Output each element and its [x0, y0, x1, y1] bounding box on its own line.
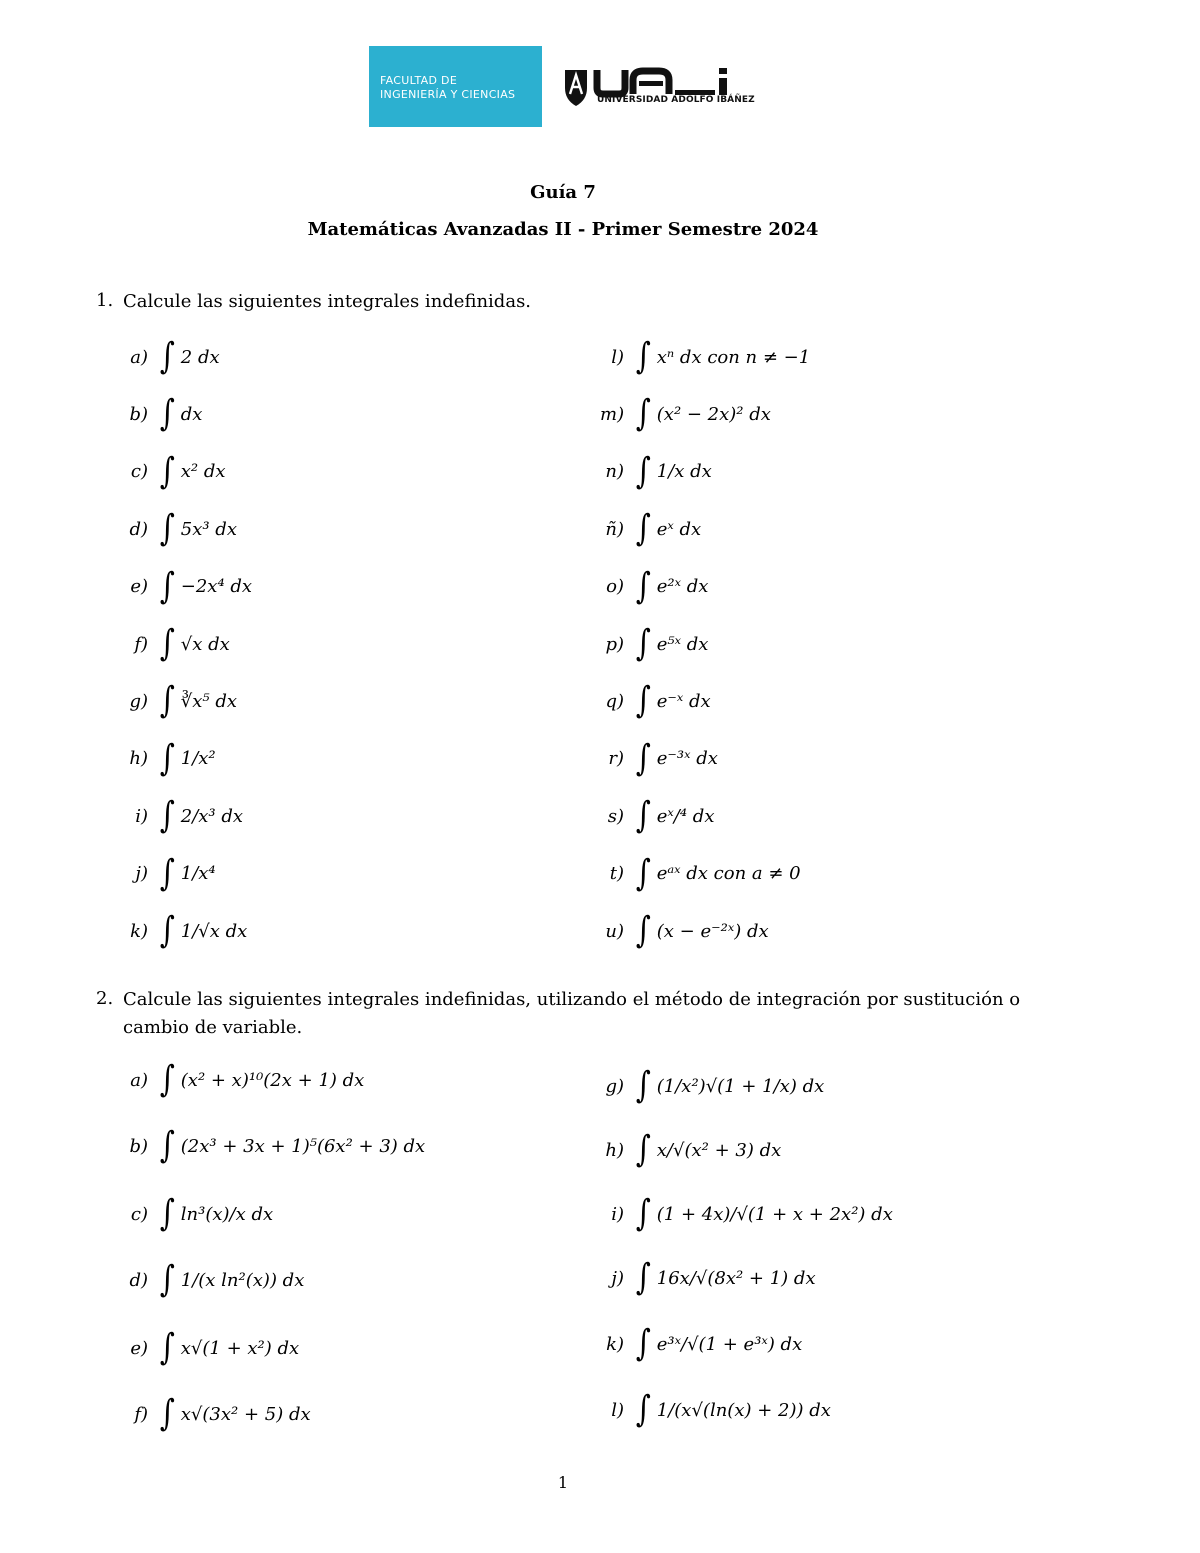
exercise-expression: e⁻ˣ dx: [656, 690, 711, 712]
exercise-expression: e⁻³ˣ dx: [656, 748, 718, 770]
integral-sign: ∫: [635, 393, 651, 435]
integral-sign: ∫: [635, 1323, 651, 1364]
exercise-item: [124, 852, 216, 894]
exercise-item: [600, 680, 711, 722]
integral-sign: ∫: [635, 1129, 651, 1170]
exercise-expression: eˣ/⁴ dx: [656, 805, 715, 827]
exercise-expression: e²ˣ dx: [656, 576, 709, 598]
exercise-label: c): [130, 461, 148, 483]
exercise-expression: x√(3x² + 5) dx: [180, 1403, 311, 1425]
exercise-expression: x√(1 + x²) dx: [180, 1337, 300, 1359]
exercise-expression: 1/x⁴: [180, 863, 216, 885]
exercise-label: f): [134, 633, 148, 655]
exercise-label: n): [605, 461, 624, 483]
exercise-label: k): [606, 1333, 624, 1355]
exercise-item: [124, 393, 203, 435]
exercise-item: [124, 737, 216, 779]
integral-sign: ∫: [159, 1059, 175, 1100]
exercise-item: [600, 393, 771, 435]
exercise-item: [600, 1323, 803, 1364]
exercise-label: b): [129, 403, 148, 425]
exercise-label: l): [611, 346, 624, 368]
exercise-item: [124, 1125, 426, 1166]
doc-subtitle: Matemáticas Avanzadas II - Primer Semestre 2024: [307, 219, 819, 240]
exercise-expression: (1/x²)√(1 + 1/x) dx: [656, 1075, 825, 1097]
integral-sign: ∫: [159, 336, 175, 377]
exercise-expression: 16x/√(8x² + 1) dx: [656, 1267, 816, 1289]
exercise-label: o): [606, 576, 624, 598]
exercise-expression: (x² − 2x)² dx: [656, 403, 771, 425]
doc-title: Guía 7: [530, 182, 596, 203]
integral-sign: ∫: [159, 795, 175, 837]
exercise-expression: eᵃˣ dx con a ≠ 0: [656, 863, 801, 885]
exercise-label: r): [608, 748, 624, 770]
exercise-item: [124, 623, 230, 664]
exercise-expression: 1/(x√(ln(x) + 2)) dx: [656, 1399, 831, 1421]
exercise-item: [124, 1327, 300, 1368]
exercise-label: q): [605, 690, 624, 712]
exercise-expression: 1/√x dx: [180, 920, 248, 942]
integral-sign: ∫: [635, 680, 651, 722]
exercise-item: [600, 565, 709, 607]
integral-sign: ∫: [635, 508, 651, 550]
exercise-item: [600, 1257, 816, 1298]
exercise-label: c): [130, 1203, 148, 1225]
integral-sign: ∫: [159, 1125, 175, 1166]
question-1-number: 1.: [96, 290, 114, 311]
university-name: UNIVERSIDAD ADOLFO IBÁÑEZ: [597, 95, 755, 105]
question-2-number: 2.: [96, 988, 114, 1009]
exercise-item: [600, 336, 811, 377]
exercise-label: ñ): [605, 518, 624, 540]
exercise-item: [600, 450, 712, 492]
exercise-expression: (1 + 4x)/√(1 + x + 2x²) dx: [656, 1203, 893, 1225]
exercise-expression: dx: [180, 403, 203, 425]
exercise-expression: −2x⁴ dx: [180, 576, 253, 598]
integral-sign: ∫: [159, 393, 175, 435]
exercise-label: a): [130, 346, 148, 368]
exercise-expression: x² dx: [180, 461, 226, 483]
exercise-expression: e³ˣ/√(1 + e³ˣ) dx: [656, 1333, 803, 1355]
integral-sign: ∫: [159, 680, 175, 722]
faculty-logo-line2: INGENIERÍA Y CIENCIAS: [380, 88, 516, 101]
integral-sign: ∫: [159, 852, 175, 894]
exercise-item: [124, 1393, 311, 1434]
exercise-item: [124, 910, 248, 951]
exercise-item: [124, 508, 237, 550]
exercise-item: [600, 1129, 782, 1170]
exercise-label: i): [611, 1203, 624, 1225]
integral-sign: ∫: [635, 910, 651, 951]
exercise-expression: ∛x⁵ dx: [180, 690, 237, 712]
integral-sign: ∫: [159, 1193, 175, 1234]
exercise-label: j): [135, 863, 148, 885]
page-number: 1: [557, 1473, 569, 1492]
exercise-item: [124, 336, 220, 377]
exercise-label: h): [129, 748, 148, 770]
exercise-item: [600, 795, 715, 837]
exercise-item: [124, 565, 253, 607]
exercise-item: [124, 680, 237, 722]
exercise-label: d): [129, 1269, 148, 1291]
exercise-label: l): [611, 1399, 624, 1421]
exercise-item: [600, 737, 718, 779]
exercise-label: g): [129, 690, 148, 712]
integral-sign: ∫: [635, 1257, 651, 1298]
exercise-item: [600, 1193, 893, 1234]
integral-sign: ∫: [635, 852, 651, 894]
integral-sign: ∫: [635, 1193, 651, 1234]
exercise-expression: 2/x³ dx: [180, 805, 244, 827]
exercise-label: j): [611, 1267, 624, 1289]
integral-sign: ∫: [159, 1327, 175, 1368]
exercise-expression: e⁵ˣ dx: [656, 633, 709, 655]
exercise-expression: 5x³ dx: [180, 518, 237, 540]
exercise-item: [124, 795, 244, 837]
exercise-label: i): [135, 805, 148, 827]
exercise-label: s): [607, 805, 624, 827]
exercise-label: a): [130, 1069, 148, 1091]
integral-sign: ∫: [159, 737, 175, 779]
exercise-expression: (x² + x)¹⁰(2x + 1) dx: [180, 1069, 365, 1091]
exercise-label: t): [609, 863, 624, 885]
exercise-expression: (2x³ + 3x + 1)⁵(6x² + 3) dx: [180, 1135, 426, 1157]
exercise-item: [600, 508, 702, 550]
exercise-expression: ln³(x)/x dx: [180, 1203, 274, 1225]
integral-sign: ∫: [635, 737, 651, 779]
exercise-item: [124, 1059, 365, 1100]
question-1-text: Calcule las siguientes integrales indefinidas.: [123, 291, 532, 312]
faculty-logo-line1: FACULTAD DE: [380, 74, 458, 87]
exercise-expression: xⁿ dx con n ≠ −1: [656, 346, 811, 368]
integral-sign: ∫: [635, 1389, 651, 1430]
integral-sign: ∫: [159, 1393, 175, 1434]
exercise-expression: 1/(x ln²(x)) dx: [180, 1269, 305, 1291]
integral-sign: ∫: [159, 450, 175, 492]
exercise-label: k): [130, 920, 148, 942]
exercise-label: m): [600, 403, 625, 425]
exercise-item: [124, 1193, 274, 1234]
exercise-label: e): [130, 576, 148, 598]
integral-sign: ∫: [159, 508, 175, 550]
exercise-expression: eˣ dx: [656, 518, 702, 540]
exercise-expression: (x − e⁻²ˣ) dx: [656, 920, 769, 942]
exercise-label: p): [605, 633, 624, 655]
integral-sign: ∫: [635, 1065, 651, 1106]
exercise-expression: 1/x²: [180, 748, 216, 770]
exercise-item: [600, 1065, 825, 1106]
exercise-label: d): [129, 518, 148, 540]
integral-sign: ∫: [635, 450, 651, 492]
exercise-expression: √x dx: [180, 633, 230, 655]
university-logo: [563, 64, 743, 114]
exercise-label: e): [130, 1337, 148, 1359]
integral-sign: ∫: [635, 623, 651, 664]
integral-sign: ∫: [159, 910, 175, 951]
exercise-label: u): [605, 920, 624, 942]
integral-sign: ∫: [159, 565, 175, 607]
exercise-label: h): [605, 1139, 624, 1161]
exercise-expression: x/√(x² + 3) dx: [656, 1139, 782, 1161]
exercise-expression: 1/x dx: [656, 461, 712, 483]
exercise-label: b): [129, 1135, 148, 1157]
faculty-logo: [369, 46, 542, 127]
exercise-item: [600, 623, 709, 664]
question-2-text: Calcule las siguientes integrales indefinidas, utilizando el método de integración por sustitución o cambio de variable.: [123, 989, 1021, 1038]
integral-sign: ∫: [159, 1259, 175, 1300]
exercise-item: [124, 450, 226, 492]
integral-sign: ∫: [635, 565, 651, 607]
exercise-label: f): [134, 1403, 148, 1425]
exercise-label: g): [605, 1075, 624, 1097]
exercise-expression: 2 dx: [180, 346, 220, 368]
exercise-item: [600, 852, 801, 894]
exercise-item: [600, 910, 769, 951]
integral-sign: ∫: [635, 336, 651, 377]
integral-sign: ∫: [635, 795, 651, 837]
exercise-item: [600, 1389, 831, 1430]
exercise-item: [124, 1259, 305, 1300]
integral-sign: ∫: [159, 623, 175, 664]
